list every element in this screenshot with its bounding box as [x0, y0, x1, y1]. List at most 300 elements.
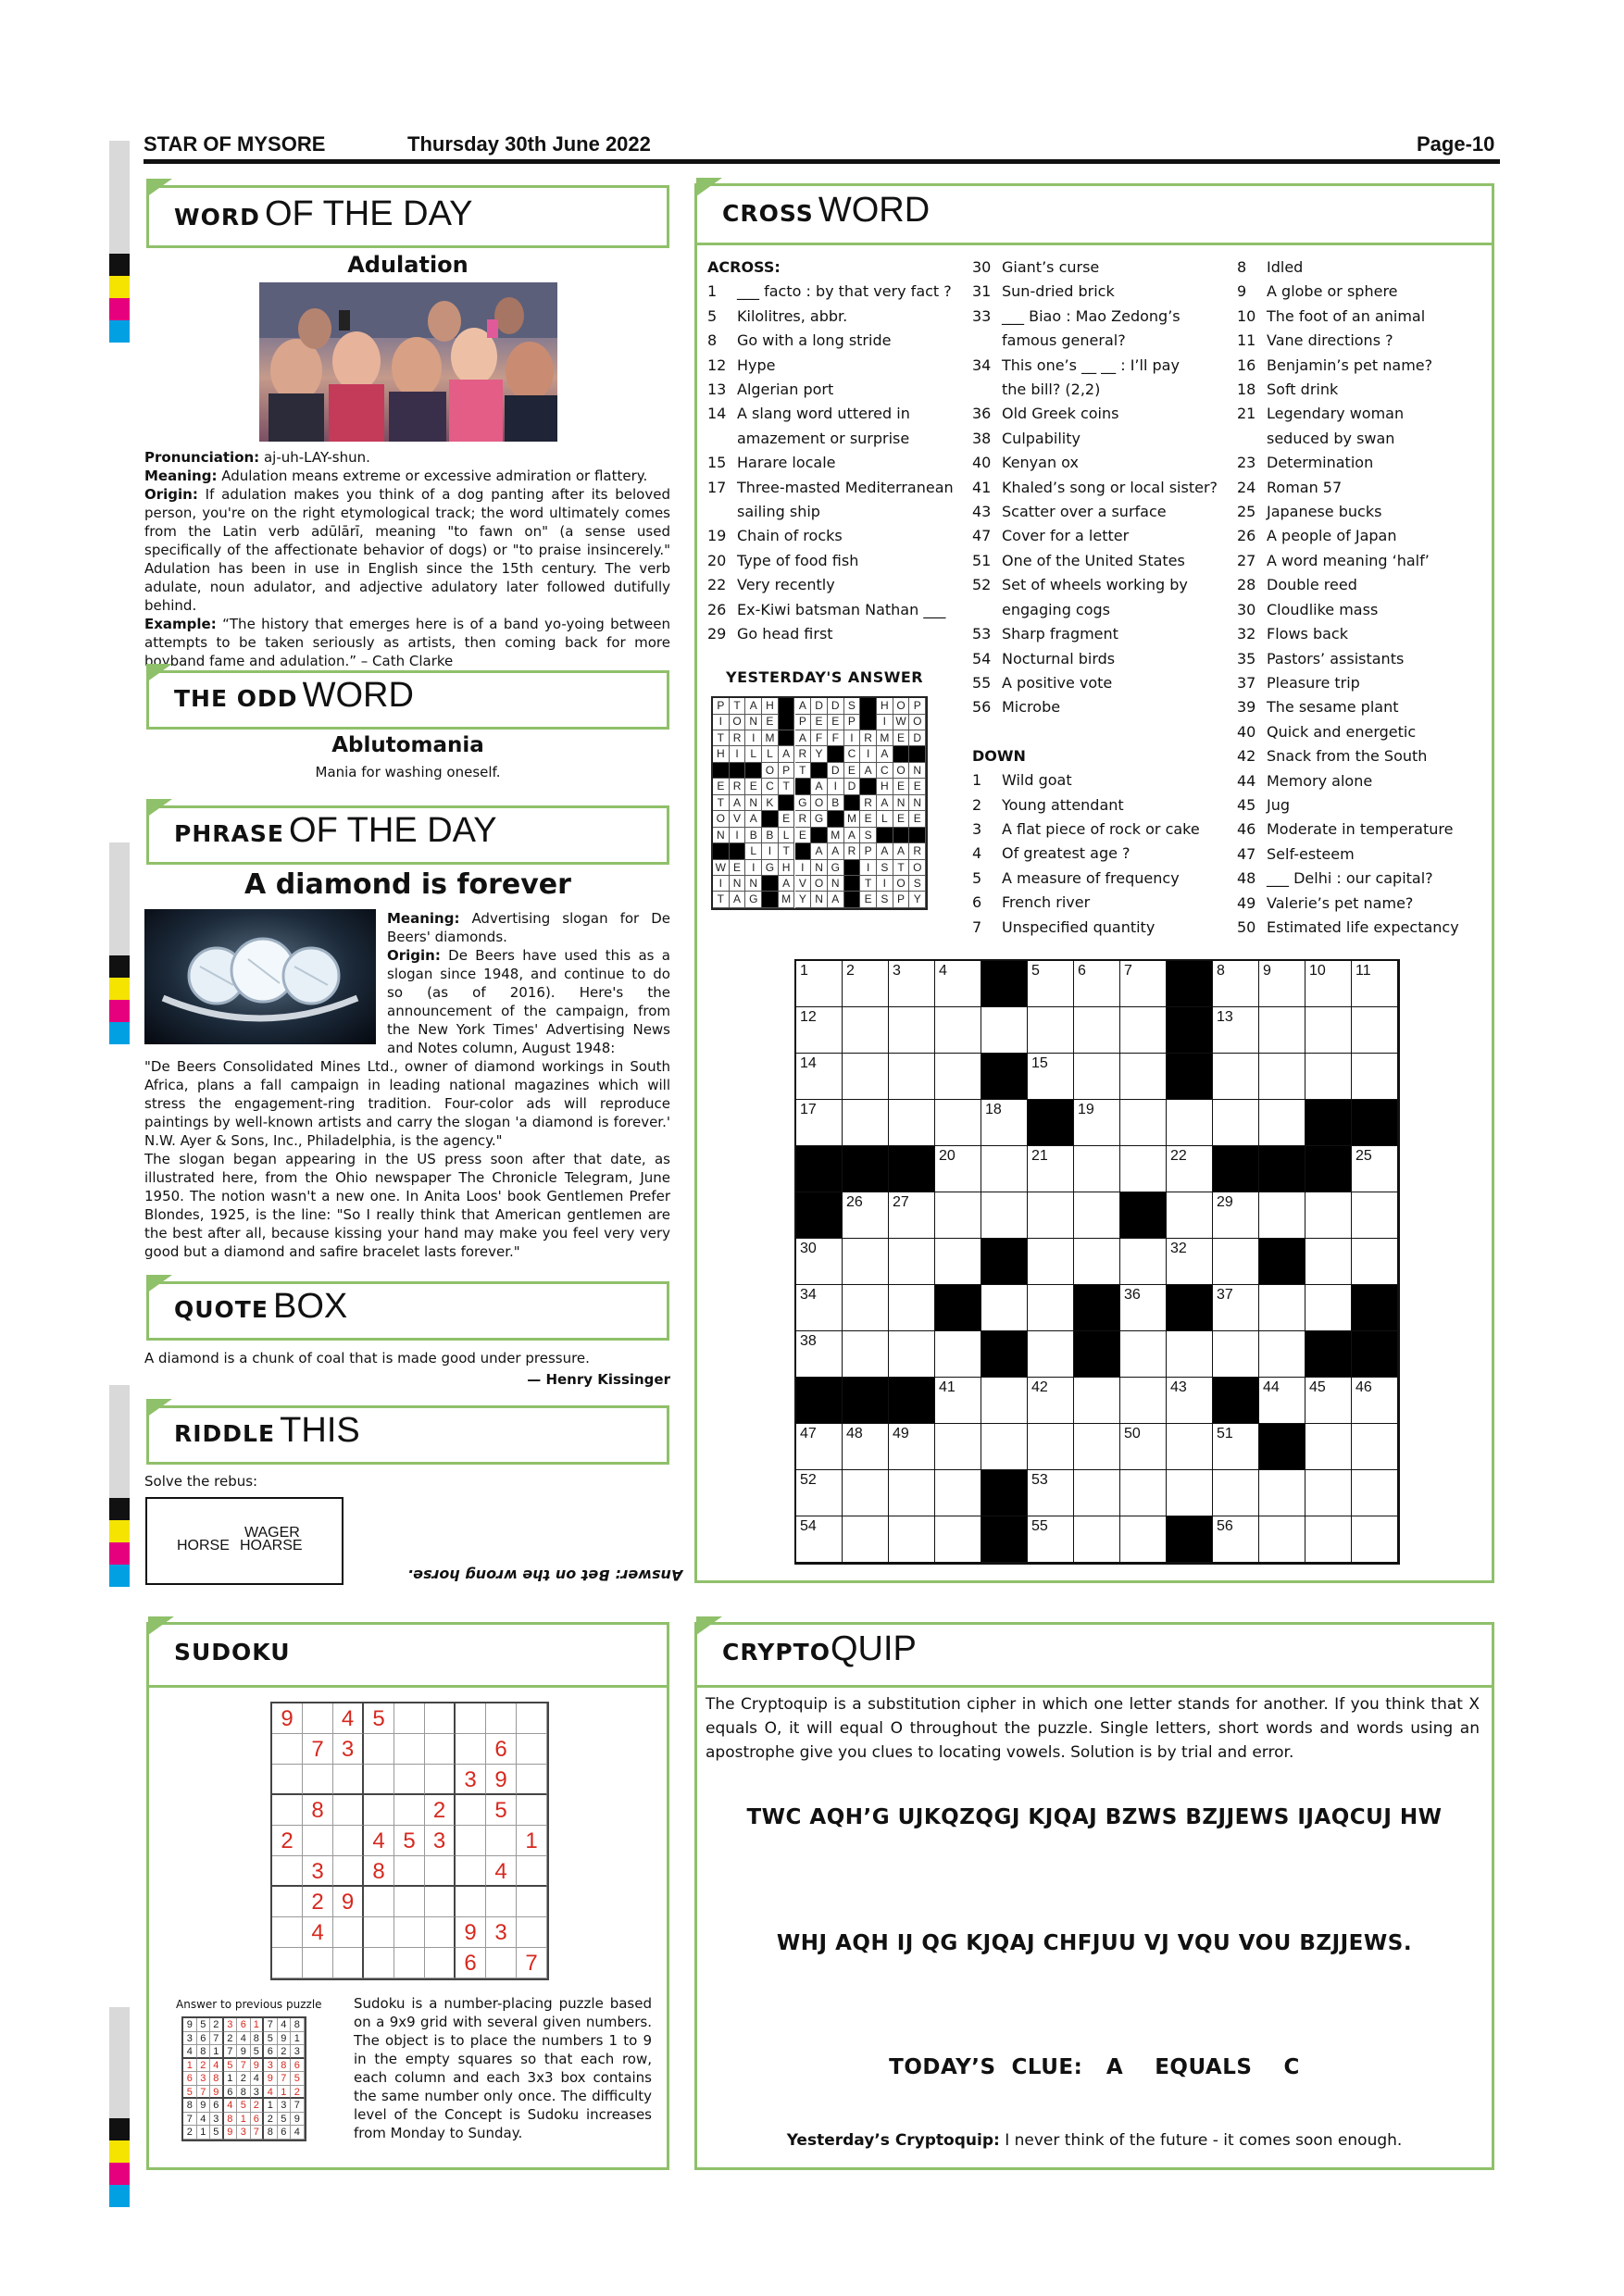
- crossword-cell[interactable]: [796, 1424, 843, 1470]
- clue-text: Benjamin’s pet name?: [1267, 356, 1433, 374]
- answer-black-cell: [745, 763, 762, 780]
- clue-number: 42: [1237, 747, 1256, 766]
- crossword-cell[interactable]: [843, 1331, 889, 1378]
- sudoku-answer-cell: 4: [197, 2113, 211, 2127]
- sudoku-cell[interactable]: [517, 1765, 547, 1795]
- clue-down-32: [1237, 622, 1459, 646]
- crossword-cell[interactable]: [1028, 1470, 1074, 1516]
- sudoku-cell[interactable]: [394, 1917, 425, 1948]
- sudoku-cell[interactable]: [425, 1887, 456, 1917]
- answer-cell: E: [811, 714, 828, 730]
- crossword-cell[interactable]: [1259, 1516, 1305, 1563]
- crossword-cell[interactable]: [1259, 1331, 1305, 1378]
- crossword-cell[interactable]: [796, 1054, 843, 1100]
- crossword-cell[interactable]: [1074, 1007, 1120, 1054]
- crossword-grid: [794, 959, 1400, 1565]
- crossword-cell[interactable]: [1120, 1007, 1167, 1054]
- sudoku-cell[interactable]: [486, 1826, 517, 1856]
- crossword-cell[interactable]: [935, 1192, 981, 1239]
- example-label: Example:: [144, 616, 217, 632]
- sudoku-cell[interactable]: [364, 1795, 394, 1826]
- clue-text: Ex-Kiwi batsman Nathan ___: [737, 600, 946, 618]
- crossword-cell[interactable]: [1352, 1054, 1398, 1100]
- crossword-cell[interactable]: [889, 1239, 935, 1285]
- crossword-cell[interactable]: [1305, 1239, 1352, 1285]
- crossword-cell[interactable]: [981, 1146, 1028, 1192]
- crossword-cell[interactable]: [1167, 1146, 1213, 1192]
- crossword-cell[interactable]: [1352, 1146, 1398, 1192]
- clue-text: Algerian port: [737, 381, 834, 399]
- title-bold: QUOTE: [174, 1296, 269, 1323]
- sudoku-cell[interactable]: [272, 1948, 303, 1978]
- crossword-cell[interactable]: [1120, 1146, 1167, 1192]
- crossword-cell[interactable]: [1213, 961, 1259, 1007]
- crossword-cell[interactable]: [1028, 1378, 1074, 1424]
- crossword-cell[interactable]: [1074, 1239, 1120, 1285]
- crossword-cell[interactable]: [1259, 1192, 1305, 1239]
- crossword-cell[interactable]: [935, 1378, 981, 1424]
- sudoku-cell[interactable]: [517, 1795, 547, 1826]
- crossword-cell[interactable]: [796, 1285, 843, 1331]
- crossword-cell[interactable]: [935, 1470, 981, 1516]
- crossword-cell[interactable]: [889, 1424, 935, 1470]
- answer-cell: A: [811, 779, 828, 795]
- clue-down-27: [1237, 549, 1459, 573]
- answer-black-cell: [762, 811, 779, 828]
- crossword-cell[interactable]: [1167, 1331, 1213, 1378]
- answer-cell: L: [877, 811, 893, 828]
- sudoku-cell[interactable]: [333, 1917, 364, 1948]
- crossword-clues-col2: [972, 256, 1218, 940]
- phrase-origin: De Beers have used this as a slogan since 1948, and continue to do so (as of 2016). Here's the announcement of the campaign, from the New York Times' Advertising News and Notes column, August 1948:: [387, 947, 670, 1056]
- crossword-cell[interactable]: [1028, 1424, 1074, 1470]
- sudoku-cell[interactable]: [303, 1765, 333, 1795]
- crossword-black-cell: [796, 1146, 843, 1192]
- crossword-cell[interactable]: [1074, 1424, 1120, 1470]
- clue-number: 8: [1237, 258, 1247, 276]
- crossword-cell[interactable]: [981, 1007, 1028, 1054]
- crossword-cell[interactable]: [1259, 1378, 1305, 1424]
- crossword-cell[interactable]: [843, 961, 889, 1007]
- crossword-cell[interactable]: [843, 1470, 889, 1516]
- crossword-cell[interactable]: [1305, 1285, 1352, 1331]
- crossword-cell[interactable]: [1352, 1470, 1398, 1516]
- sudoku-answer-cell: 4: [183, 2045, 197, 2059]
- clue-text: Nocturnal birds: [1002, 649, 1116, 668]
- sudoku-cell[interactable]: [333, 1795, 364, 1826]
- answer-cell: V: [795, 876, 812, 892]
- sudoku-cell[interactable]: [425, 1765, 456, 1795]
- crossword-cell[interactable]: [935, 1054, 981, 1100]
- clue-number: 11: [1237, 331, 1256, 350]
- crossword-cell[interactable]: [1167, 1424, 1213, 1470]
- crossword-cell[interactable]: [1352, 1516, 1398, 1563]
- sudoku-cell[interactable]: [425, 1948, 456, 1978]
- sudoku-answer-cell: 6: [251, 2113, 265, 2127]
- clue-text: Legendary woman: [1267, 405, 1405, 423]
- crossword-cell[interactable]: [981, 1285, 1028, 1331]
- crossword-cell[interactable]: [1167, 1470, 1213, 1516]
- crossword-cell[interactable]: [1028, 1054, 1074, 1100]
- crossword-cell[interactable]: [1074, 961, 1120, 1007]
- crossword-cell[interactable]: [1120, 1516, 1167, 1563]
- answer-cell: N: [713, 828, 730, 844]
- crossword-cell[interactable]: [1074, 1054, 1120, 1100]
- clue-number: 14: [707, 405, 727, 423]
- crossword-cell[interactable]: [1120, 1378, 1167, 1424]
- answer-cell: I: [860, 860, 877, 877]
- crossword-clue-number: 26: [846, 1194, 863, 1210]
- sudoku-cell[interactable]: [517, 1887, 547, 1917]
- sudoku-cell[interactable]: 7: [517, 1948, 547, 1978]
- crossword-black-cell: [1028, 1100, 1074, 1146]
- sudoku-cell[interactable]: [517, 1856, 547, 1887]
- crossword-cell[interactable]: [1352, 1424, 1398, 1470]
- sudoku-cell[interactable]: [364, 1917, 394, 1948]
- crossword-clue-number: 19: [1078, 1102, 1094, 1117]
- section-flag: [148, 1616, 174, 1635]
- sudoku-answer-cell: 7: [210, 2032, 224, 2046]
- answer-cell: R: [795, 811, 812, 828]
- crossword-black-cell: [1167, 1007, 1213, 1054]
- sudoku-answer-cell: 5: [224, 2059, 238, 2073]
- crossword-cell[interactable]: [889, 961, 935, 1007]
- crossword-clue-number: 55: [1031, 1518, 1048, 1534]
- crossword-cell[interactable]: [1305, 1516, 1352, 1563]
- clue-text: Young attendant: [1002, 795, 1124, 814]
- crossword-cell[interactable]: [1028, 1331, 1074, 1378]
- clue-across-55: [972, 671, 1218, 695]
- crossword-cell[interactable]: [1213, 1331, 1259, 1378]
- crossword-cell[interactable]: [935, 1146, 981, 1192]
- crossword-cell[interactable]: [1213, 1007, 1259, 1054]
- clue-text: Estimated life expectancy: [1267, 917, 1459, 936]
- crossword-cell[interactable]: [1120, 1331, 1167, 1378]
- crossword-cell[interactable]: [889, 1516, 935, 1563]
- sudoku-answer-cell: 3: [210, 2113, 224, 2127]
- crossword-cell[interactable]: [1167, 1192, 1213, 1239]
- crossword-cell[interactable]: [1120, 961, 1167, 1007]
- crossword-cell[interactable]: [1305, 1007, 1352, 1054]
- sudoku-cell[interactable]: [303, 1826, 333, 1856]
- sudoku-cell[interactable]: [333, 1765, 364, 1795]
- answer-cell: E: [893, 779, 910, 795]
- clue-text: Type of food fish: [737, 551, 859, 569]
- crossword-cell[interactable]: [1167, 1378, 1213, 1424]
- sudoku-cell[interactable]: [517, 1703, 547, 1734]
- clue-text: Culpability: [1002, 429, 1081, 447]
- crossword-cell[interactable]: [889, 1192, 935, 1239]
- crossword-cell[interactable]: [1259, 1007, 1305, 1054]
- clue-number: 40: [972, 454, 992, 472]
- crossword-cell[interactable]: [1074, 1192, 1120, 1239]
- crossword-cell[interactable]: [843, 1516, 889, 1563]
- sudoku-cell[interactable]: [272, 1795, 303, 1826]
- phrase-side-text: [387, 909, 670, 1057]
- crossword-cell[interactable]: [1028, 1516, 1074, 1563]
- crossword-cell[interactable]: [1120, 1239, 1167, 1285]
- clue-down-47: [1237, 842, 1459, 867]
- sudoku-cell[interactable]: [486, 1887, 517, 1917]
- crossword-cell[interactable]: [1074, 1100, 1120, 1146]
- crossword-cell[interactable]: [1352, 1239, 1398, 1285]
- sudoku-answer-cell: 5: [197, 2018, 211, 2032]
- crossword-cell[interactable]: [1259, 1054, 1305, 1100]
- crossword-cell[interactable]: [1028, 1192, 1074, 1239]
- sudoku-answer-cell: 3: [251, 2086, 265, 2100]
- clue-text: famous general?: [1002, 331, 1126, 350]
- crossword-cell[interactable]: [796, 961, 843, 1007]
- cryptoquip-line-2: WHJ AQH IJ QG KJQAJ CHFJUU VJ VQU VOU BZJJEWS.: [776, 1931, 1413, 1955]
- crossword-cell[interactable]: [843, 1192, 889, 1239]
- sudoku-cell[interactable]: [394, 1765, 425, 1795]
- sudoku-cell[interactable]: [425, 1856, 456, 1887]
- answer-black-cell: [860, 698, 877, 715]
- sudoku-cell[interactable]: [272, 1887, 303, 1917]
- sudoku-cell[interactable]: [272, 1765, 303, 1795]
- crossword-cell[interactable]: [843, 1424, 889, 1470]
- sudoku-cell[interactable]: [272, 1856, 303, 1887]
- crossword-cell[interactable]: [935, 1100, 981, 1146]
- crossword-cell[interactable]: [1120, 1285, 1167, 1331]
- crossword-cell[interactable]: [843, 1239, 889, 1285]
- clue-number: 47: [1237, 844, 1256, 863]
- crossword-cell[interactable]: [1213, 1192, 1259, 1239]
- crossword-cell[interactable]: [796, 1470, 843, 1516]
- sudoku-answer-cell: 9: [210, 2086, 224, 2100]
- crossword-cell[interactable]: [1259, 1470, 1305, 1516]
- crossword-cell[interactable]: [1352, 1192, 1398, 1239]
- clue-across-47: [972, 524, 1218, 548]
- crossword-clue-number: 41: [939, 1379, 956, 1395]
- clue-text: One of the United States: [1002, 551, 1185, 569]
- answer-cell: K: [762, 795, 779, 812]
- crossword-cell[interactable]: [1305, 1054, 1352, 1100]
- phrase-meaning: Advertising slogan for De Beers' diamonds.: [387, 910, 670, 945]
- crossword-cell[interactable]: [843, 1285, 889, 1331]
- crossword-cell[interactable]: [1305, 1378, 1352, 1424]
- answer-cell: R: [730, 779, 746, 795]
- sudoku-cell[interactable]: [364, 1948, 394, 1978]
- sudoku-cell[interactable]: [303, 1948, 333, 1978]
- crossword-cell[interactable]: [843, 1100, 889, 1146]
- sudoku-cell[interactable]: [272, 1734, 303, 1765]
- answer-black-cell: [877, 828, 893, 844]
- crossword-cell[interactable]: [1028, 961, 1074, 1007]
- crossword-cell[interactable]: [981, 1378, 1028, 1424]
- crossword-black-cell: [796, 1192, 843, 1239]
- crossword-cell[interactable]: [1028, 1239, 1074, 1285]
- sudoku-cell[interactable]: [456, 1887, 486, 1917]
- sudoku-cell[interactable]: [394, 1734, 425, 1765]
- crossword-cell[interactable]: [1259, 1285, 1305, 1331]
- clue-down-46: [1237, 817, 1459, 842]
- crossword-cell[interactable]: [1120, 1424, 1167, 1470]
- clue-text: Set of wheels working by: [1002, 576, 1188, 594]
- answer-cell: N: [730, 876, 746, 892]
- crossword-cell[interactable]: [1305, 961, 1352, 1007]
- sudoku-cell[interactable]: [456, 1795, 486, 1826]
- color-registration-bar-1: [109, 254, 130, 343]
- sudoku-answer-cell: 4: [278, 2018, 292, 2032]
- clue-text: Roman 57: [1267, 478, 1343, 496]
- crossword-cell[interactable]: [981, 1424, 1028, 1470]
- crossword-cell[interactable]: [1074, 1470, 1120, 1516]
- crossword-cell[interactable]: [843, 1054, 889, 1100]
- crossword-cell[interactable]: [1259, 961, 1305, 1007]
- crossword-cell[interactable]: [889, 1331, 935, 1378]
- crossword-cell[interactable]: [935, 1239, 981, 1285]
- sudoku-answer-cell: 9: [183, 2018, 197, 2032]
- crossword-cell[interactable]: [796, 1239, 843, 1285]
- sudoku-cell[interactable]: [517, 1917, 547, 1948]
- answer-cell: C: [762, 779, 779, 795]
- answer-black-cell: [844, 860, 861, 877]
- sudoku-cell[interactable]: [394, 1703, 425, 1734]
- sudoku-cell: 1: [517, 1826, 547, 1856]
- riddle-title: [174, 1411, 360, 1451]
- answer-cell: I: [860, 746, 877, 763]
- crossword-clues-col1: [707, 256, 954, 647]
- sudoku-cell[interactable]: [364, 1765, 394, 1795]
- clue-number: 56: [972, 698, 992, 717]
- clue-number: 5: [707, 306, 718, 325]
- answer-cell: A: [745, 811, 762, 828]
- crossword-cell[interactable]: [1120, 1054, 1167, 1100]
- answer-cell: A: [877, 843, 893, 860]
- answer-cell: Y: [811, 746, 828, 763]
- sudoku-cell[interactable]: [456, 1856, 486, 1887]
- sudoku-cell: 9: [333, 1887, 364, 1917]
- crossword-cell[interactable]: [1352, 1378, 1398, 1424]
- crossword-cell[interactable]: [1120, 1470, 1167, 1516]
- crossword-cell[interactable]: [1167, 1100, 1213, 1146]
- crossword-cell[interactable]: [935, 961, 981, 1007]
- crossword-cell[interactable]: [796, 1331, 843, 1378]
- clue-across-29: [707, 622, 954, 646]
- crossword-cell[interactable]: [1028, 1146, 1074, 1192]
- crossword-cell[interactable]: [796, 1007, 843, 1054]
- clue-number: 47: [972, 527, 992, 545]
- crossword-cell[interactable]: [1305, 1470, 1352, 1516]
- answer-cell: A: [877, 795, 893, 812]
- answer-cell: T: [713, 892, 730, 908]
- crossword-cell[interactable]: [1213, 1285, 1259, 1331]
- title-bold: CROSS: [722, 200, 814, 227]
- crossword-cell[interactable]: [1213, 1239, 1259, 1285]
- answer-cell: A: [730, 892, 746, 908]
- crossword-cell[interactable]: [889, 1285, 935, 1331]
- sudoku-answer-cell: 1: [264, 2099, 278, 2113]
- crossword-cell[interactable]: [1028, 1285, 1074, 1331]
- sudoku-cell[interactable]: [364, 1734, 394, 1765]
- sudoku-cell[interactable]: [394, 1887, 425, 1917]
- sudoku-cell[interactable]: [456, 1703, 486, 1734]
- crossword-cell[interactable]: [1352, 961, 1398, 1007]
- crossword-cell[interactable]: [1305, 1424, 1352, 1470]
- crossword-black-cell: [889, 1146, 935, 1192]
- crossword-black-cell: [981, 1331, 1028, 1378]
- sudoku-cell[interactable]: [394, 1795, 425, 1826]
- sudoku-cell[interactable]: [517, 1734, 547, 1765]
- crossword-cell[interactable]: [935, 1424, 981, 1470]
- crossword-cell[interactable]: [1352, 1007, 1398, 1054]
- clue-across-52: [972, 573, 1218, 597]
- sudoku-cell[interactable]: [303, 1703, 333, 1734]
- sudoku-cell[interactable]: [456, 1734, 486, 1765]
- crossword-clue-number: 2: [846, 963, 855, 979]
- crossword-cell[interactable]: [1074, 1146, 1120, 1192]
- answer-cell: S: [877, 892, 893, 908]
- crossword-cell[interactable]: [1259, 1100, 1305, 1146]
- crossword-cell[interactable]: [1167, 1239, 1213, 1285]
- crossword-cell[interactable]: [1213, 1516, 1259, 1563]
- crossword-cell[interactable]: [843, 1007, 889, 1054]
- crossword-cell[interactable]: [1120, 1100, 1167, 1146]
- crossword-cell[interactable]: [981, 1100, 1028, 1146]
- sudoku-cell[interactable]: [425, 1734, 456, 1765]
- sudoku-answer-cell: 5: [264, 2032, 278, 2046]
- clue-number: 5: [972, 868, 982, 887]
- clue-down-26: [1237, 524, 1459, 548]
- crossword-cell[interactable]: [889, 1054, 935, 1100]
- crossword-cell[interactable]: [935, 1516, 981, 1563]
- crossword-black-cell: [1213, 1378, 1259, 1424]
- crossword-cell[interactable]: [1213, 1470, 1259, 1516]
- crossword-cell[interactable]: [1213, 1100, 1259, 1146]
- sudoku-cell[interactable]: [456, 1826, 486, 1856]
- crossword-cell[interactable]: [1074, 1516, 1120, 1563]
- crossword-cell[interactable]: [935, 1007, 981, 1054]
- crossword-cell[interactable]: [1305, 1192, 1352, 1239]
- crossword-cell[interactable]: [1213, 1054, 1259, 1100]
- crossword-cell[interactable]: [889, 1007, 935, 1054]
- crossword-cell[interactable]: [1028, 1007, 1074, 1054]
- sudoku-cell[interactable]: [425, 1917, 456, 1948]
- crossword-clue-number: 50: [1124, 1426, 1141, 1441]
- phrase-quote: "De Beers Consolidated Mines Ltd., owner of diamond workings in South Africa, plans a fall campaign in leading national magazines which will stress the engagement-ring tradition. Four-color ads will reproduce paintings by well-known artists and carry the slogan 'a diamond is forever.' N.W. Ayer & Sons, Inc., Philadelphia, is the agency.": [144, 1058, 670, 1149]
- sudoku-cell[interactable]: [486, 1703, 517, 1734]
- crossword-black-cell: [1259, 1146, 1305, 1192]
- masthead-date: Thursday 30th June 2022: [407, 132, 651, 156]
- title-bold: PHRASE: [174, 820, 284, 847]
- crossword-cell[interactable]: [981, 1192, 1028, 1239]
- crossword-cell[interactable]: [935, 1331, 981, 1378]
- clue-text: Sharp fragment: [1002, 625, 1118, 643]
- answer-black-cell: [713, 843, 730, 860]
- crossword-cell[interactable]: [796, 1100, 843, 1146]
- crossword-cell[interactable]: [1074, 1378, 1120, 1424]
- sudoku-answer-cell: 6: [183, 2072, 197, 2086]
- sudoku-cell[interactable]: [333, 1826, 364, 1856]
- sudoku-cell[interactable]: [333, 1856, 364, 1887]
- sudoku-cell[interactable]: [333, 1948, 364, 1978]
- crossword-cell[interactable]: [796, 1516, 843, 1563]
- clue-text: amazement or surprise: [737, 429, 910, 447]
- sudoku-cell[interactable]: [394, 1856, 425, 1887]
- sudoku-cell[interactable]: [425, 1703, 456, 1734]
- sudoku-cell[interactable]: [272, 1917, 303, 1948]
- answer-cell: O: [893, 763, 910, 780]
- clue-number: 50: [1237, 917, 1256, 936]
- crossword-cell[interactable]: [1213, 1424, 1259, 1470]
- clue-text: The sesame plant: [1267, 698, 1399, 717]
- crossword-cell[interactable]: [889, 1470, 935, 1516]
- crossword-cell[interactable]: [889, 1100, 935, 1146]
- answer-cell: N: [745, 876, 762, 892]
- sudoku-cell[interactable]: [364, 1887, 394, 1917]
- sudoku-cell[interactable]: [394, 1948, 425, 1978]
